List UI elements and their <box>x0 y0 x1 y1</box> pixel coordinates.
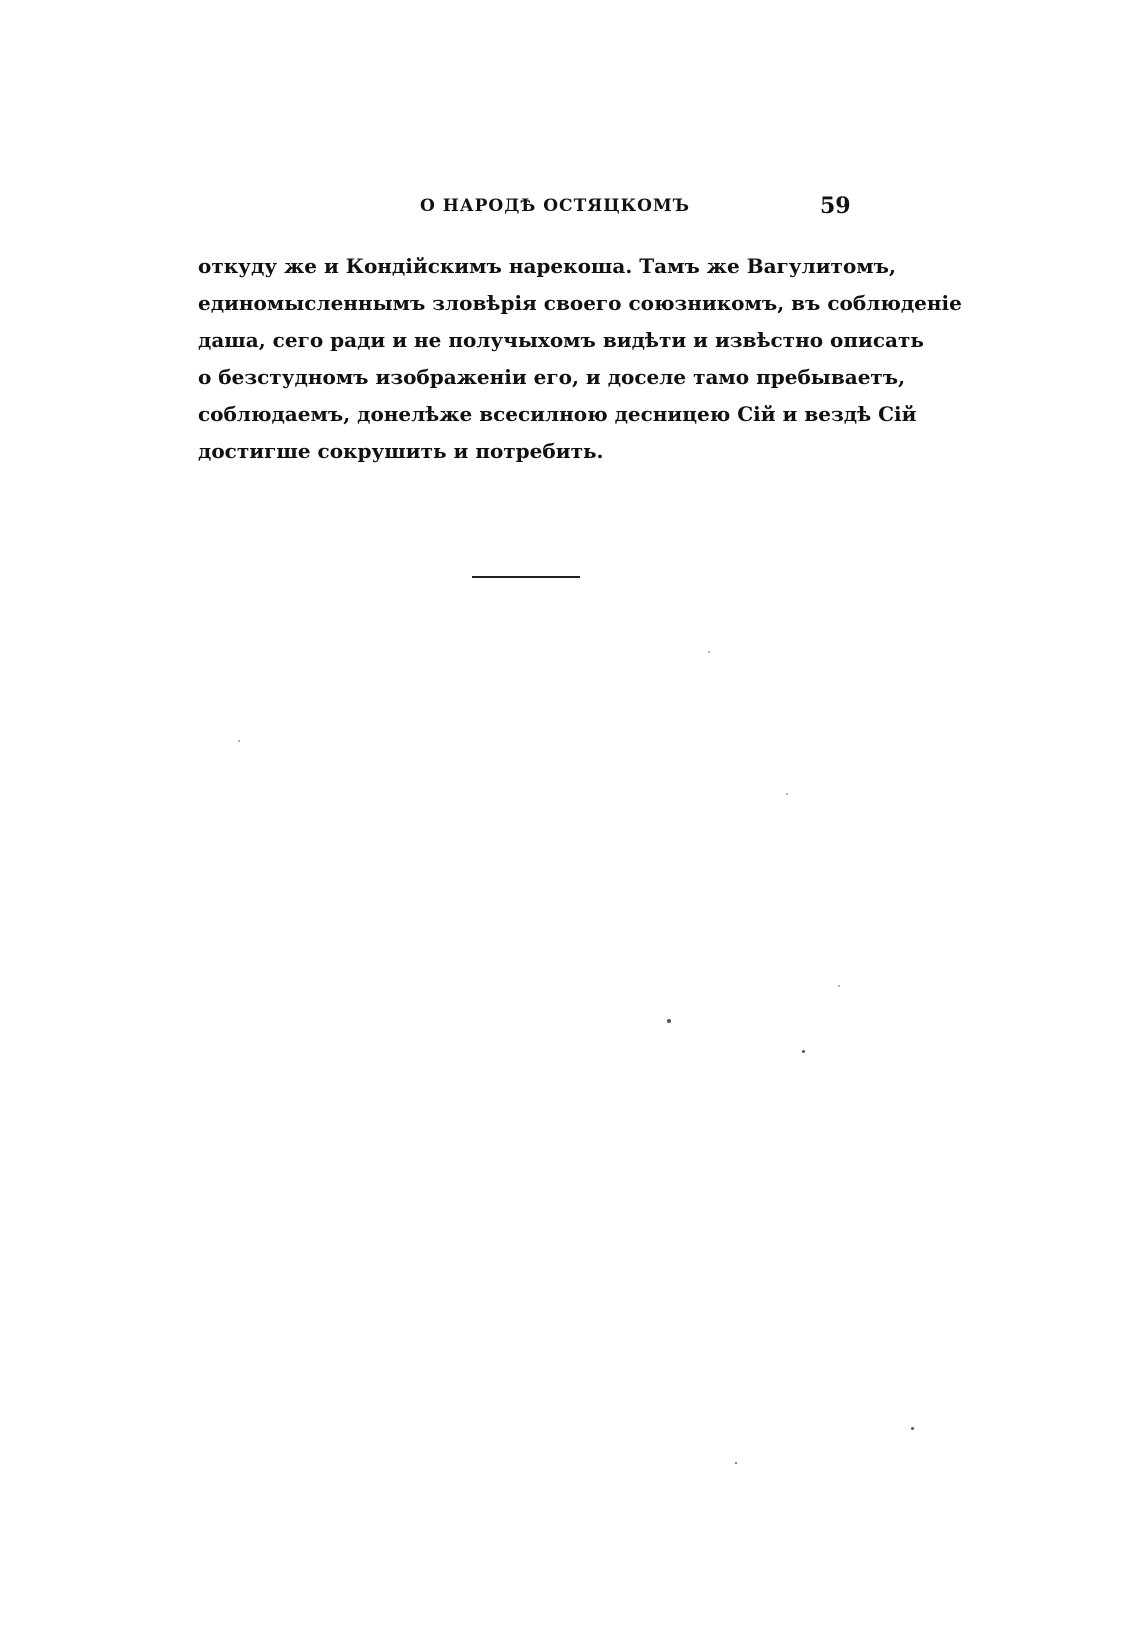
text-line: откуду же и Кондійскимъ нарекоша. Тамъ же Вагулитомъ, <box>198 254 896 278</box>
scan-speck <box>786 793 788 795</box>
scan-speck <box>708 651 710 653</box>
scan-speck <box>667 1019 671 1023</box>
text-line: единомысленнымъ зловѣрія своего союзникомъ, въ соблюденіе <box>198 291 962 315</box>
scan-speck <box>838 985 840 987</box>
scan-speck <box>802 1050 805 1053</box>
scan-speck <box>735 1462 737 1464</box>
text-line: даша, сего ради и не получыхомъ видѣти и извѣстно описать <box>198 328 924 352</box>
scan-speck <box>911 1427 914 1430</box>
scan-speck <box>238 740 240 742</box>
running-title: О НАРОДѢ ОСТЯЦКОМЪ <box>420 196 690 216</box>
text-line: соблюдаемъ, донелѣже всесилною десницею Сій и вездѣ Сій <box>198 402 917 426</box>
body-paragraph <box>198 248 962 470</box>
page-number: 59 <box>820 193 851 219</box>
text-line: достигше сокрушить и потребить. <box>198 439 604 463</box>
section-end-rule <box>472 576 580 578</box>
text-line: о безстудномъ изображеніи его, и доселе тамо пребываетъ, <box>198 365 906 389</box>
